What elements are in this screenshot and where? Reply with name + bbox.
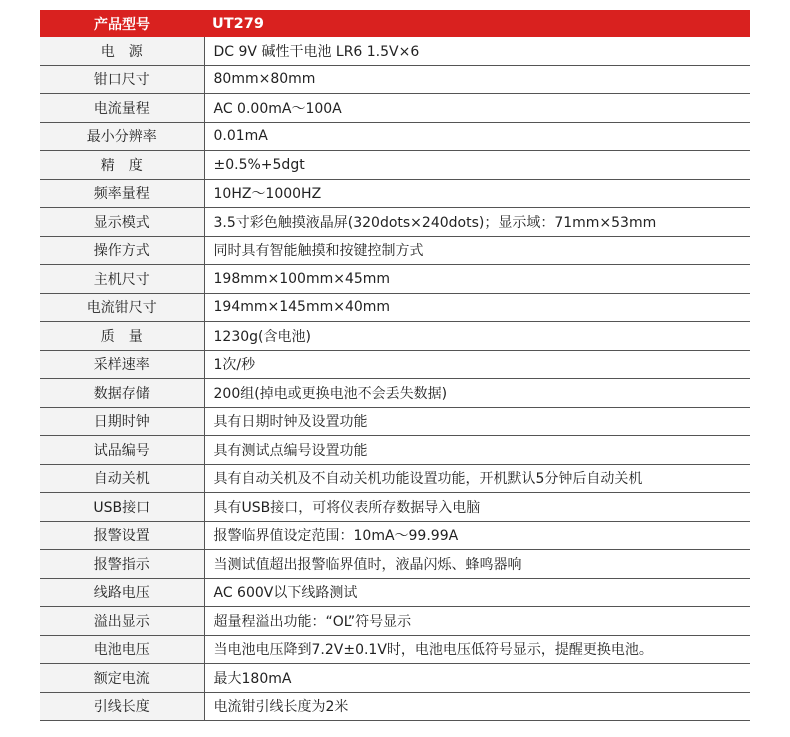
spec-label: 溢出显示 [40, 607, 204, 636]
spec-label: 操作方式 [40, 236, 204, 265]
spec-value: 具有自动关机及不自动关机功能设置功能，开机默认5分钟后自动关机 [204, 464, 750, 493]
spec-row [40, 151, 750, 180]
spec-value: 具有测试点编号设置功能 [204, 436, 750, 465]
spec-value: DC 9V 碱性干电池 LR6 1.5V×6 [204, 37, 750, 65]
spec-value: 10HZ～1000HZ [204, 179, 750, 208]
spec-label: 显示模式 [40, 208, 204, 237]
header-label: 产品型号 [40, 10, 204, 37]
spec-row [40, 236, 750, 265]
spec-value: 3.5寸彩色触摸液晶屏(320dots×240dots)；显示域：71mm×53mm [204, 208, 750, 237]
spec-label: 主机尺寸 [40, 265, 204, 294]
spec-label: 电池电压 [40, 635, 204, 664]
spec-label: 精 度 [40, 151, 204, 180]
spec-value: 1230g(含电池) [204, 322, 750, 351]
spec-value: 具有USB接口，可将仪表所存数据导入电脑 [204, 493, 750, 522]
spec-label: 数据存储 [40, 379, 204, 408]
spec-label: 质 量 [40, 322, 204, 351]
spec-value: 超量程溢出功能：“OL”符号显示 [204, 607, 750, 636]
spec-row [40, 265, 750, 294]
spec-row [40, 379, 750, 408]
spec-row [40, 208, 750, 237]
header-model-value: UT279 [204, 10, 750, 37]
spec-value: AC 0.00mA～100A [204, 94, 750, 123]
spec-value: 80mm×80mm [204, 65, 750, 94]
spec-row [40, 664, 750, 693]
spec-label: 最小分辨率 [40, 122, 204, 151]
spec-row [40, 607, 750, 636]
spec-table-body [40, 37, 750, 721]
spec-label: 报警指示 [40, 550, 204, 579]
spec-row [40, 692, 750, 721]
spec-row [40, 94, 750, 123]
spec-label: 采样速率 [40, 350, 204, 379]
spec-value: 200组(掉电或更换电池不会丢失数据) [204, 379, 750, 408]
spec-value: 194mm×145mm×40mm [204, 293, 750, 322]
spec-value: 1次/秒 [204, 350, 750, 379]
spec-label: 电流钳尺寸 [40, 293, 204, 322]
spec-row [40, 464, 750, 493]
spec-value: 具有日期时钟及设置功能 [204, 407, 750, 436]
spec-value: 同时具有智能触摸和按键控制方式 [204, 236, 750, 265]
spec-value: 电流钳引线长度为2米 [204, 692, 750, 721]
spec-label: 钳口尺寸 [40, 65, 204, 94]
spec-value: 0.01mA [204, 122, 750, 151]
spec-value: 报警临界值设定范围：10mA～99.99A [204, 521, 750, 550]
spec-row [40, 37, 750, 65]
spec-row [40, 550, 750, 579]
spec-table-header [40, 10, 750, 37]
spec-label: 报警设置 [40, 521, 204, 550]
spec-label: 试品编号 [40, 436, 204, 465]
spec-row [40, 65, 750, 94]
spec-label: 自动关机 [40, 464, 204, 493]
spec-table [40, 10, 750, 721]
spec-label: USB接口 [40, 493, 204, 522]
spec-row [40, 179, 750, 208]
spec-value: 当电池电压降到7.2V±0.1V时，电池电压低符号显示，提醒更换电池。 [204, 635, 750, 664]
spec-value: 198mm×100mm×45mm [204, 265, 750, 294]
spec-label: 额定电流 [40, 664, 204, 693]
spec-value: 当测试值超出报警临界值时，液晶闪烁、蜂鸣器响 [204, 550, 750, 579]
spec-row [40, 493, 750, 522]
spec-row [40, 350, 750, 379]
spec-label: 频率量程 [40, 179, 204, 208]
spec-row [40, 407, 750, 436]
spec-row [40, 521, 750, 550]
spec-label: 日期时钟 [40, 407, 204, 436]
spec-row [40, 436, 750, 465]
header-row [40, 10, 750, 37]
spec-row [40, 122, 750, 151]
spec-label: 电 源 [40, 37, 204, 65]
spec-row [40, 322, 750, 351]
spec-row [40, 578, 750, 607]
spec-value: ±0.5%+5dgt [204, 151, 750, 180]
spec-value: 最大180mA [204, 664, 750, 693]
spec-label: 引线长度 [40, 692, 204, 721]
spec-value: AC 600V以下线路测试 [204, 578, 750, 607]
spec-row [40, 635, 750, 664]
spec-row [40, 293, 750, 322]
spec-label: 电流量程 [40, 94, 204, 123]
spec-label: 线路电压 [40, 578, 204, 607]
